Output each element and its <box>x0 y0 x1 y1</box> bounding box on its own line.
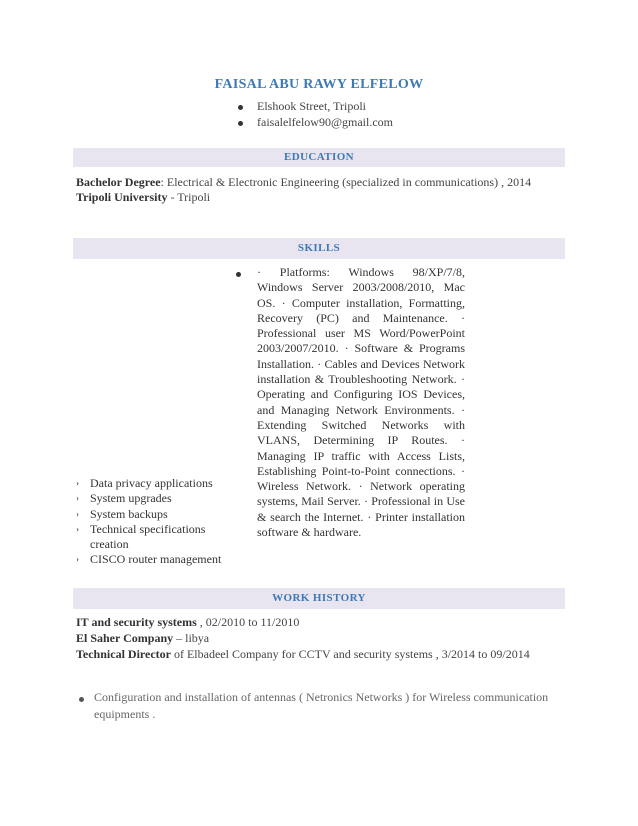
arrow-bullet-icon: › <box>76 554 79 565</box>
arrow-bullet-icon: › <box>76 478 79 488</box>
degree-line <box>76 175 531 190</box>
degree-text: : Electrical & Electronic Engineering (specialized in communications) , 2014 <box>160 175 532 189</box>
job-title: IT and security systems <box>76 615 197 629</box>
skills-heading: SKILLS <box>73 238 565 259</box>
candidate-name: FAISAL ABU RAWY ELFELOW <box>214 77 424 92</box>
work-line-3 <box>76 647 530 662</box>
bullet-icon <box>236 272 241 277</box>
company-location: – libya <box>173 631 210 645</box>
work-line-2 <box>76 631 209 646</box>
company-name: El Saher Company <box>76 631 174 645</box>
list-item: › Data privacy applications <box>76 476 213 490</box>
bullet-icon <box>238 121 243 126</box>
university-text: - Tripoli <box>167 190 211 204</box>
bullet-icon <box>238 105 243 110</box>
work-bullet-text: Configuration and installation of antennas ( Netronics Networks ) for Wireless communication equipments . <box>94 690 549 721</box>
skills-right-text: · Platforms: Windows 98/XP/7/8, Windows Server 2003/2008/2010, Mac OS. · Computer installation, Formatting, Recovery (PC) and Maintenance. · Professional user MS Word/PowerPoint 2003/2007/2010. · Software & Programs Installation. · Cables and Devices Network installation & Troubleshooting Network. · Operating and Configuring IOS Devices, and Managing Network Environments. · Extending Switched Networks with VLANS, Determining IP Routes. · Managing IP traffic with Access Lists, Establishing Point-to-Point connections. · Wireless Network. · Network operating systems, Mail Server. · Professional in Use & search the Internet. · Printer installation software & hardware. <box>257 265 465 540</box>
arrow-bullet-icon: › <box>76 493 79 504</box>
email-link[interactable]: faisalelfelow90@gmail.com <box>257 115 394 129</box>
list-item: › CISCO router management <box>76 552 222 567</box>
bullet-icon <box>79 697 84 702</box>
university-label: Tripoli University <box>76 190 168 204</box>
arrow-bullet-icon: › <box>76 508 79 519</box>
education-heading: EDUCATION <box>73 148 565 167</box>
job-description: of Elbadeel Company for CCTV and security systems , 3/2014 to 09/2014 <box>170 647 530 661</box>
list-item: › Technical specifications creation <box>76 521 206 552</box>
university-line <box>76 190 210 205</box>
job-title-2: Technical Director <box>76 647 171 661</box>
list-item: › System backups <box>76 506 168 521</box>
arrow-bullet-icon: › <box>76 523 79 534</box>
work-line-1 <box>76 615 299 630</box>
degree-label: Bachelor Degree <box>76 175 161 189</box>
job-dates: , 02/2010 to 11/2010 <box>196 615 300 629</box>
list-item: › System upgrades <box>76 491 172 506</box>
address-text: Elshook Street, Tripoli <box>257 99 367 113</box>
skills-left-list <box>76 476 230 568</box>
work-history-heading: WORK HISTORY <box>73 588 565 609</box>
